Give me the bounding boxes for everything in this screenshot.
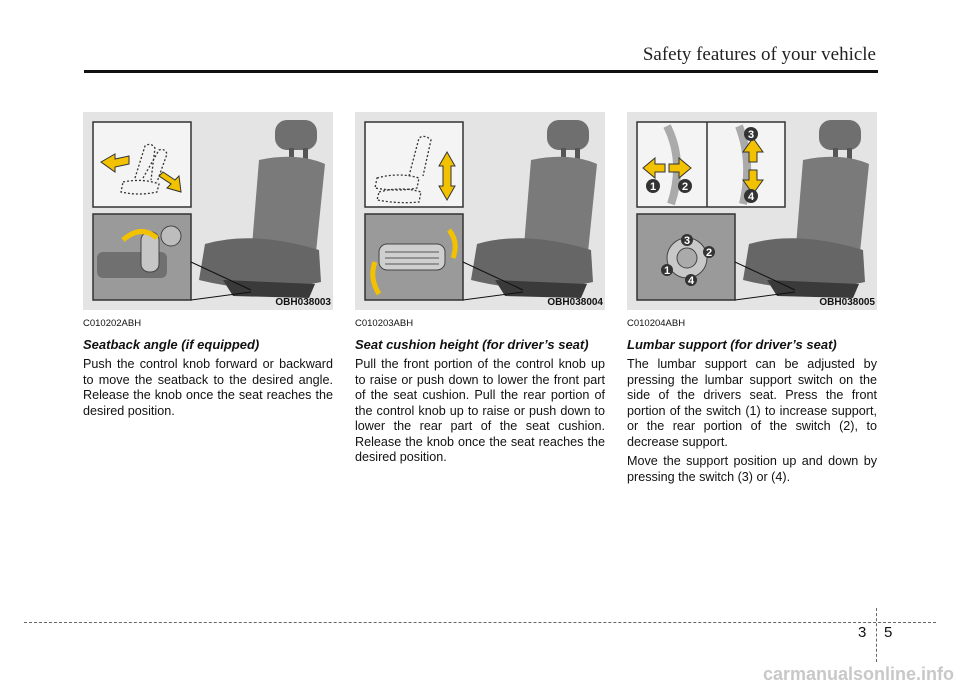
section-body (355, 357, 605, 466)
section-lumbar-support (627, 112, 877, 489)
figure-lumbar-support (627, 112, 877, 310)
seat-icon (199, 120, 325, 298)
seat-icon (471, 120, 597, 298)
switch-label-2: 2 (681, 181, 689, 193)
page-separator (876, 608, 877, 662)
header-title: Safety features of your vehicle (642, 44, 876, 65)
figure-seatback-angle (83, 112, 333, 310)
inset-label-1: 1 (663, 265, 671, 277)
chapter-number: 3 (858, 624, 867, 641)
section-code: C010204ABH (627, 318, 686, 329)
page-number: 5 (884, 624, 893, 641)
section-code: C010202ABH (83, 318, 142, 329)
section-title: Lumbar support (for driver’s seat) (627, 337, 837, 352)
figure-code: OBH038005 (819, 297, 875, 308)
section-title: Seatback angle (if equipped) (83, 337, 260, 352)
footer-rule (24, 622, 936, 623)
figure-seat-cushion-height (355, 112, 605, 310)
figure-code: OBH038004 (547, 297, 603, 308)
figure-code: OBH038003 (275, 297, 331, 308)
switch-label-3: 3 (747, 129, 755, 141)
header-rule (84, 70, 878, 73)
inset-label-3: 3 (683, 235, 691, 247)
section-code: C010203ABH (355, 318, 414, 329)
section-seat-cushion-height (355, 112, 605, 470)
paragraph: The lumbar support can be adjusted by pressing the lumbar support switch on the side of the drivers seat. Press the front portion of the switch (1) to increase support, or the rear portion of the switch (2), to decrease support. (627, 357, 877, 449)
inset-label-4: 4 (687, 275, 695, 287)
switch-label-1: 1 (649, 181, 657, 193)
seat-illustration (355, 112, 605, 310)
section-body (83, 357, 333, 419)
paragraph: Move the support position up and down by pressing the switch (3) or (4). (627, 454, 877, 484)
paragraph: Pull the front portion of the control knob up to raise or push down to lower the front part of the seat cushion. Pull the rear portion of the control knob up to raise or push down to lower the rear part of the seat cushion. Release the knob once the seat reaches the desired position. (355, 357, 605, 464)
watermark: carmanualsonline.info (762, 664, 954, 684)
section-title: Seat cushion height (for driver’s seat) (355, 337, 589, 352)
section-seatback-angle (83, 112, 333, 423)
seat-illustration (627, 112, 877, 310)
inset-label-2: 2 (705, 247, 713, 259)
section-body (627, 357, 877, 485)
paragraph: Push the control knob forward or backward to move the seatback to the desired angle. Release the knob once the seat reaches the desired position. (83, 357, 333, 418)
seat-illustration (83, 112, 333, 310)
switch-label-4: 4 (747, 191, 755, 203)
